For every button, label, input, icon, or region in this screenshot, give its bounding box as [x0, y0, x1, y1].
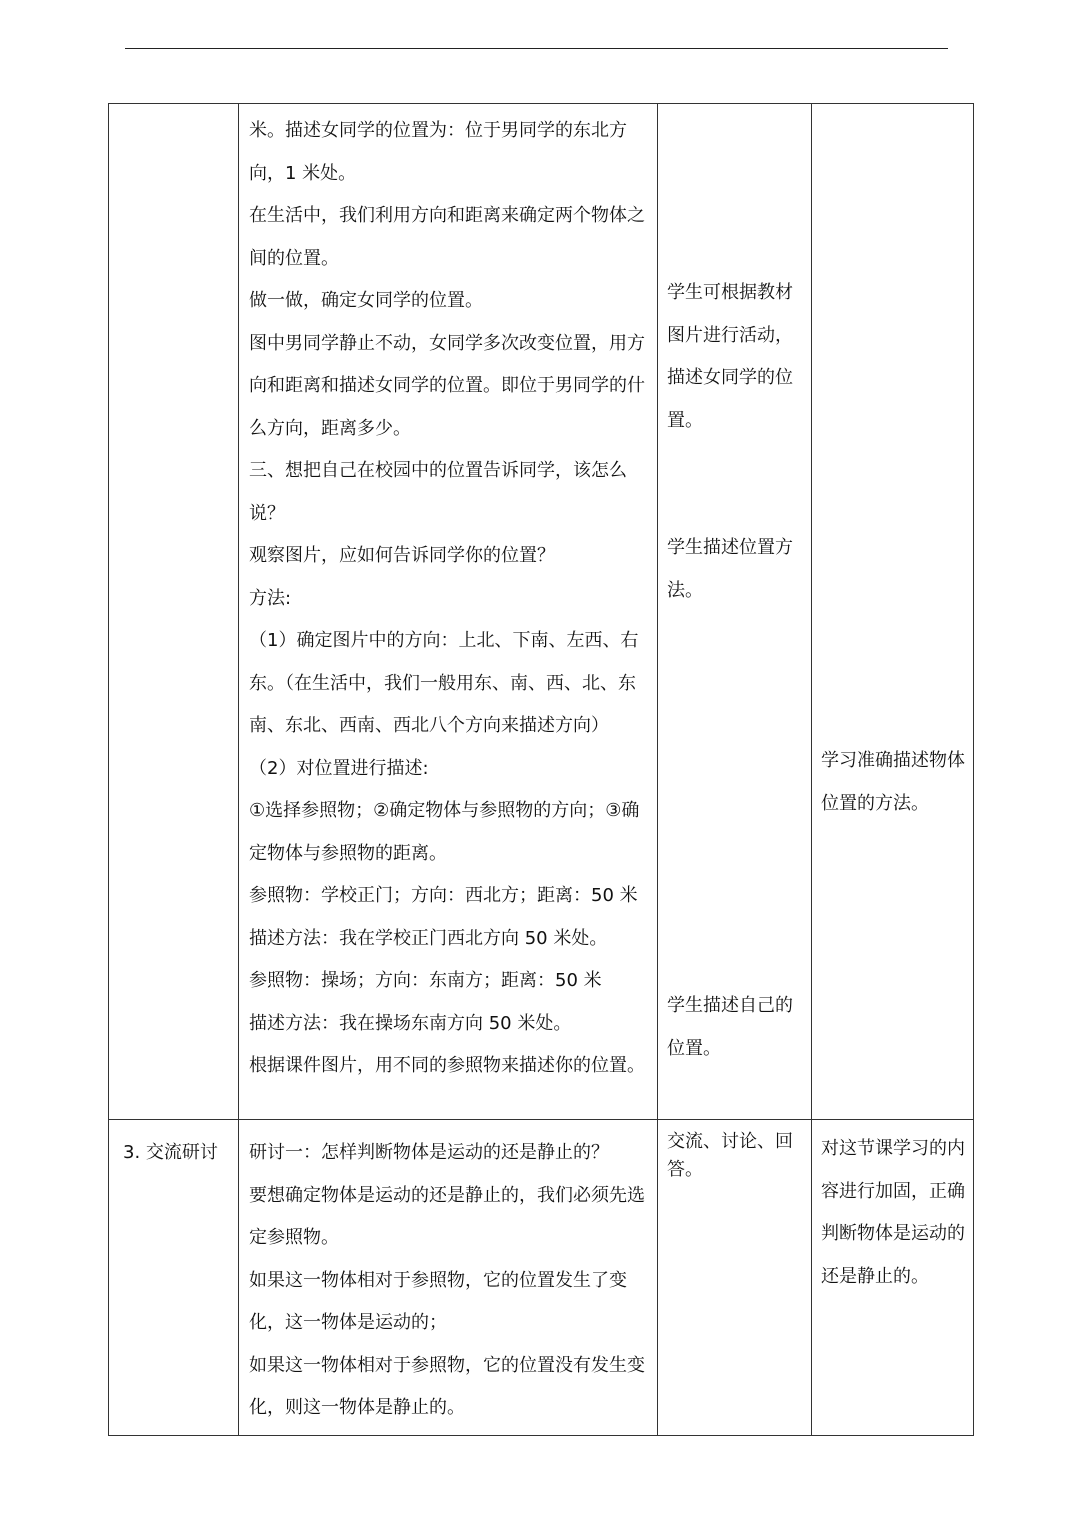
process-line: 三、想把自己在校园中的位置告诉同学，该怎么说？	[249, 460, 627, 524]
phase-cell	[109, 1120, 239, 1436]
process-line: （2）对位置进行描述:	[249, 757, 429, 779]
design-intent: 对这节课学习的内容进行加固，正确判断物体是运动的还是静止的。	[821, 1138, 965, 1287]
student-activity-2: 学生描述位置方法。	[667, 537, 793, 601]
design-intent-cell	[812, 104, 974, 1120]
process-line: 参照物：学校正门；方向：西北方；距离：50 米	[249, 885, 638, 906]
process-line: 研讨一：怎样判断物体是运动的还是静止的？	[249, 1142, 609, 1163]
process-line: 做一做，确定女同学的位置。	[249, 290, 483, 311]
student-activity-1: 学生可根据教材图片进行活动，描述女同学的位置。	[667, 282, 793, 431]
student-activity-cell	[658, 104, 812, 1120]
process-line: 在生活中，我们利用方向和距离来确定两个物体之间的位置。	[249, 205, 645, 269]
process-line: 图中男同学静止不动，女同学多次改变位置，用方向和距离和描述女同学的位置。即位于男同学的什么方向，距离多少。	[249, 332, 645, 439]
design-intent-cell	[812, 1120, 974, 1436]
teaching-process-cell	[239, 1120, 658, 1436]
process-line: 如果这一物体相对于参照物，它的位置没有发生变化，则这一物体是静止的。	[249, 1354, 645, 1418]
phase-cell	[109, 104, 239, 1120]
process-line: 要想确定物体是运动的还是静止的，我们必须先选定参照物。	[249, 1184, 645, 1248]
process-line: 描述方法：我在学校正门西北方向 50 米处。	[249, 927, 608, 949]
process-line: 如果这一物体相对于参照物，它的位置发生了变化，这一物体是运动的；	[249, 1269, 627, 1333]
table-row	[109, 1120, 974, 1436]
process-line: ①选择参照物；②确定物体与参照物的方向；③确定物体与参照物的距离。	[249, 800, 640, 864]
lesson-plan-table	[108, 103, 974, 1436]
teaching-process-cell	[239, 104, 658, 1120]
process-line: 观察图片，应如何告诉同学你的位置？	[249, 545, 555, 566]
process-line: 根据课件图片，用不同的参照物来描述你的位置。	[249, 1055, 645, 1076]
student-activity-cell	[658, 1120, 812, 1436]
student-activity-3: 学生描述自己的位置。	[667, 995, 793, 1059]
student-activity: 交流、讨论、回答。	[667, 1131, 793, 1180]
design-intent: 学习准确描述物体位置的方法。	[821, 750, 965, 814]
table-row	[109, 104, 974, 1120]
process-line: （1）确定图片中的方向：上北、下南、左西、右东。（在生活中，我们一般用东、南、西、北、东南、东北、西南、西北八个方向来描述方向）	[249, 630, 639, 736]
process-line: 方法:	[249, 587, 292, 609]
phase-label: 3. 交流研讨	[123, 1142, 218, 1163]
process-line: 米。描述女同学的位置为：位于男同学的东北方向，1 米处。	[249, 120, 627, 184]
header-rule	[125, 48, 948, 49]
process-line: 描述方法：我在操场东南方向 50 米处。	[249, 1012, 572, 1034]
process-line: 参照物：操场；方向：东南方；距离：50 米	[249, 970, 602, 991]
